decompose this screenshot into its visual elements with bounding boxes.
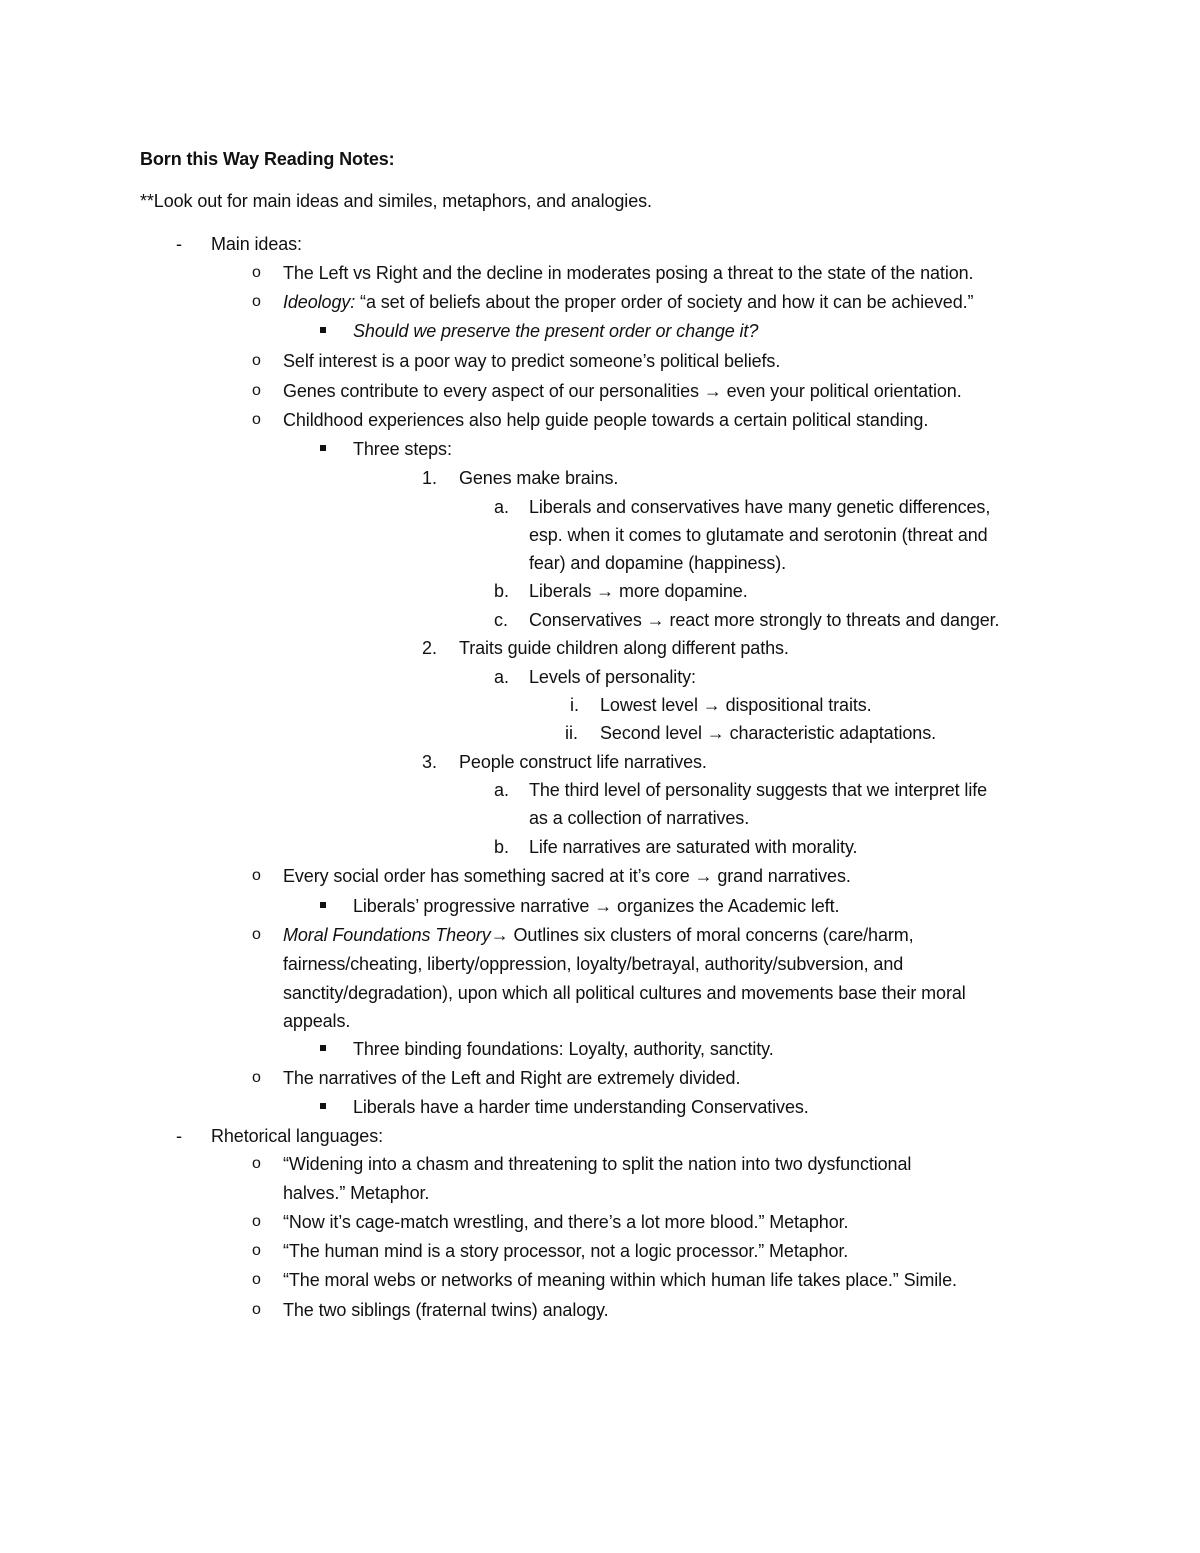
circle-bullet: o [252, 264, 261, 281]
dash-bullet: - [176, 1126, 182, 1146]
three-steps-label: Three steps: [353, 439, 452, 459]
main-idea-3: Self interest is a poor way to predict someone’s political beliefs. [283, 351, 781, 371]
text-part: organizes the Academic left. [612, 896, 840, 916]
text-part: Outlines six clusters of moral concerns (care/harm, [508, 925, 914, 945]
main-idea-7-line-3: sanctity/degradation), upon which all political cultures and movements base their moral [283, 983, 966, 1003]
square-bullet [320, 1045, 326, 1051]
circle-bullet: o [252, 1155, 261, 1172]
step-1a-line-2: esp. when it comes to glutamate and serotonin (threat and [529, 525, 988, 545]
letter-marker: a. [494, 497, 510, 517]
text-part: grand narratives. [712, 866, 851, 886]
main-idea-4 [283, 380, 962, 402]
step-2: Traits guide children along different paths. [459, 638, 789, 658]
square-bullet [320, 327, 326, 333]
letter-marker: b. [494, 581, 510, 601]
text-part: Liberals’ progressive narrative [353, 896, 595, 916]
rhetorical-4: “The moral webs or networks of meaning within which human life takes place.” Simile. [283, 1270, 957, 1290]
main-idea-6 [283, 865, 851, 887]
circle-bullet: o [252, 867, 261, 884]
rhetorical-1-line-1: “Widening into a chasm and threatening to split the nation into two dysfunctional [283, 1154, 912, 1174]
intro-note: **Look out for main ideas and similes, metaphors, and analogies. [140, 191, 652, 211]
main-idea-7-sub: Three binding foundations: Loyalty, authority, sanctity. [353, 1039, 774, 1059]
dash-bullet: - [176, 234, 182, 254]
circle-bullet: o [252, 382, 261, 399]
right-arrow-icon: → [706, 723, 725, 743]
step-1: Genes make brains. [459, 468, 619, 488]
letter-marker: b. [494, 837, 510, 857]
main-idea-5: Childhood experiences also help guide people towards a certain political standing. [283, 410, 929, 430]
letter-marker: c. [494, 610, 509, 630]
circle-bullet: o [252, 352, 261, 369]
circle-bullet: o [252, 411, 261, 428]
text-part: Lowest level [600, 695, 703, 715]
main-idea-7-line-1 [283, 924, 914, 946]
rhetorical-2: “Now it’s cage-match wrestling, and there’s a lot more blood.” Metaphor. [283, 1212, 849, 1232]
right-arrow-icon: → [702, 695, 721, 715]
section-rhetorical-languages: Rhetorical languages: [211, 1126, 384, 1146]
main-idea-2 [283, 291, 973, 313]
ideology-question: Should we preserve the present order or change it? [353, 321, 759, 341]
roman-marker: ii. [565, 723, 578, 743]
document-title: Born this Way Reading Notes: [140, 149, 395, 169]
main-idea-1: The Left vs Right and the decline in moderates posing a threat to the state of the nation. [283, 263, 974, 283]
moral-foundations-term: Moral Foundations Theory [283, 925, 491, 945]
main-idea-8-sub: Liberals have a harder time understanding Conservatives. [353, 1097, 809, 1117]
step-3a-line-1: The third level of personality suggests that we interpret life [529, 780, 988, 800]
right-arrow-icon: → [596, 581, 615, 601]
number-marker: 2. [422, 638, 438, 658]
letter-marker: a. [494, 667, 510, 687]
right-arrow-icon: → [646, 610, 665, 630]
step-1a-line-1: Liberals and conservatives have many genetic differences, [529, 497, 991, 517]
right-arrow-icon: → [703, 381, 722, 401]
text-part: Conservatives [529, 610, 647, 630]
circle-bullet: o [252, 1301, 261, 1318]
main-idea-8: The narratives of the Left and Right are extremely divided. [283, 1068, 741, 1088]
rhetorical-5: The two siblings (fraternal twins) analogy. [283, 1300, 609, 1320]
text-part: even your political orientation. [721, 381, 962, 401]
rhetorical-1-line-2: halves.” Metaphor. [283, 1183, 430, 1203]
circle-bullet: o [252, 1069, 261, 1086]
step-3b: Life narratives are saturated with morality. [529, 837, 858, 857]
text-part: Genes contribute to every aspect of our personalities [283, 381, 704, 401]
main-idea-7-line-4: appeals. [283, 1011, 351, 1031]
section-main-ideas: Main ideas: [211, 234, 302, 254]
text-part: characteristic adaptations. [724, 723, 936, 743]
circle-bullet: o [252, 293, 261, 310]
circle-bullet: o [252, 1213, 261, 1230]
step-3: People construct life narratives. [459, 752, 707, 772]
step-1b [529, 580, 748, 602]
step-2a: Levels of personality: [529, 667, 696, 687]
text-part: react more strongly to threats and danger. [664, 610, 1000, 630]
step-1c [529, 609, 999, 631]
text-part: more dopamine. [614, 581, 748, 601]
main-idea-6-sub [353, 895, 839, 917]
number-marker: 3. [422, 752, 438, 772]
right-arrow-icon: → [694, 866, 713, 886]
text-part: dispositional traits. [720, 695, 872, 715]
square-bullet [320, 1103, 326, 1109]
letter-marker: a. [494, 780, 510, 800]
step-3a-line-2: as a collection of narratives. [529, 808, 750, 828]
main-idea-7-line-2: fairness/cheating, liberty/oppression, loyalty/betrayal, authority/subversion, and [283, 954, 904, 974]
square-bullet [320, 445, 326, 451]
text-part: Liberals [529, 581, 597, 601]
step-2a-i [600, 694, 872, 716]
circle-bullet: o [252, 1242, 261, 1259]
right-arrow-icon: → [594, 896, 613, 916]
circle-bullet: o [252, 1271, 261, 1288]
step-2a-ii [600, 722, 936, 744]
step-1a-line-3: fear) and dopamine (happiness). [529, 553, 787, 573]
ideology-term: Ideology: [283, 292, 356, 312]
ideology-definition: “a set of beliefs about the proper order of society and how it can be achieved.” [355, 292, 974, 312]
square-bullet [320, 902, 326, 908]
rhetorical-3: “The human mind is a story processor, not a logic processor.” Metaphor. [283, 1241, 849, 1261]
right-arrow-icon: → [490, 925, 509, 945]
circle-bullet: o [252, 926, 261, 943]
number-marker: 1. [422, 468, 438, 488]
text-part: Second level [600, 723, 707, 743]
text-part: Every social order has something sacred at it’s core [283, 866, 695, 886]
roman-marker: i. [570, 695, 579, 715]
